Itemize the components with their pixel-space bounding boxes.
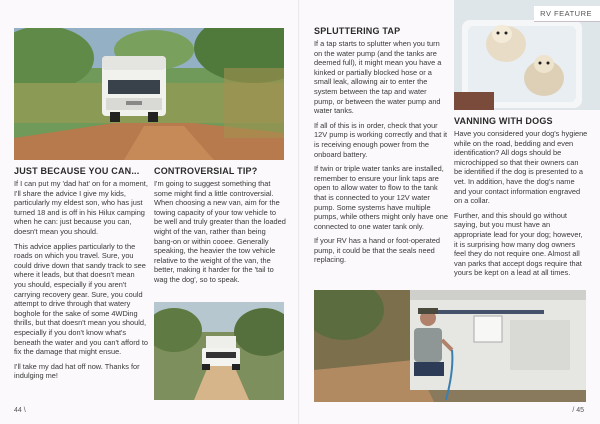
- column-vanning-with-dogs: [454, 116, 588, 283]
- heading-vanning-with-dogs: VANNING WITH DOGS: [454, 116, 553, 126]
- page-number-right: / 45: [572, 407, 584, 414]
- right-page: [300, 0, 600, 424]
- caravan-water-photo: [314, 290, 586, 402]
- paragraph: Have you considered your dog's hygiene while on the road, bedding and even identification? All dogs should be microchipped so that their owners can be identified if the dog is presented to a vet. In addition, have the dog's name and your contact information engraved on a collar.: [454, 129, 588, 206]
- paragraph: If all of this is in order, check that your 12V pump is working correctly and that it is receiving enough power from the onboard battery.: [314, 120, 448, 159]
- paragraph: This advice applies particularly to the roads on which you travel. Sure, you could drive down that sandy track to see where it leads, but that doesn't mean you should, especially if you aren't carrying recovery gear. Sure, you could attempt to drive through that watery boghole for the sake of some 4WDing thrills, but that doesn't mean you should, especially if you don't know what's beneath the water and you can't afford to fix the damage that might ensue.: [14, 241, 148, 357]
- paragraph: I'm going to suggest something that some might find a little controversial. When choosing a new van, aim for the towing capacity of your tow vehicle to be well and truly greater than the loaded wight of the van, rather than being bang-on or within cooee. Generally speaking, the heavier the tow vehicle relative to the weight of the van, the better, making it harder for the 'tail to wag the dog', so to speak.: [154, 179, 286, 284]
- heading-spluttering-tap: SPLUTTERING TAP: [314, 26, 401, 36]
- paragraph: If I can put my 'dad hat' on for a moment, I'll share the advice I give my kids, particularly my eldest son, who has just turned 18 and is off in his Hilux camping when he can: just because you can, doesn't mean you should.: [14, 179, 148, 236]
- page-number-left: 44 \: [14, 407, 26, 414]
- paragraph: Further, and this should go without saying, but you must have an appropriate lead for your dog; however, it is surprising how many dog owners feel they do not require one. Almost all van parks that accept dogs require that yours be kept on a lead at all times.: [454, 210, 583, 278]
- paragraph: If twin or triple water tanks are installed, remember to ensure your link taps are open to allow water to flow to the tank that is connected to your 12V water pump. Some systems have multiple pumps, while others might only have one connected to one water tank only.: [314, 164, 448, 231]
- heading-controversial-tip: CONTROVERSIAL TIP?: [154, 166, 258, 176]
- 4wd-track-photo: [154, 302, 284, 400]
- motorhome-photo: [14, 28, 284, 160]
- paragraph: I'll take my dad hat off now. Thanks for indulging me!: [14, 361, 140, 381]
- column-spluttering-tap: [314, 26, 448, 270]
- paragraph: If a tap starts to splutter when you turn on the water pump (and the tanks are deemed full), it might mean you have a kinked or partially blocked hose or a small leak, allowing air to enter the system between the tap and water pump, or between the water pump and water tanks.: [314, 39, 442, 116]
- paragraph: If your RV has a hand or foot-operated pump, it could be that the seals need replacing.: [314, 236, 440, 265]
- column-just-because: [14, 166, 148, 386]
- heading-just-because: JUST BECAUSE YOU CAN...: [14, 166, 140, 176]
- column-controversial-tip: [154, 166, 286, 290]
- section-tag: RV FEATURE: [534, 6, 600, 22]
